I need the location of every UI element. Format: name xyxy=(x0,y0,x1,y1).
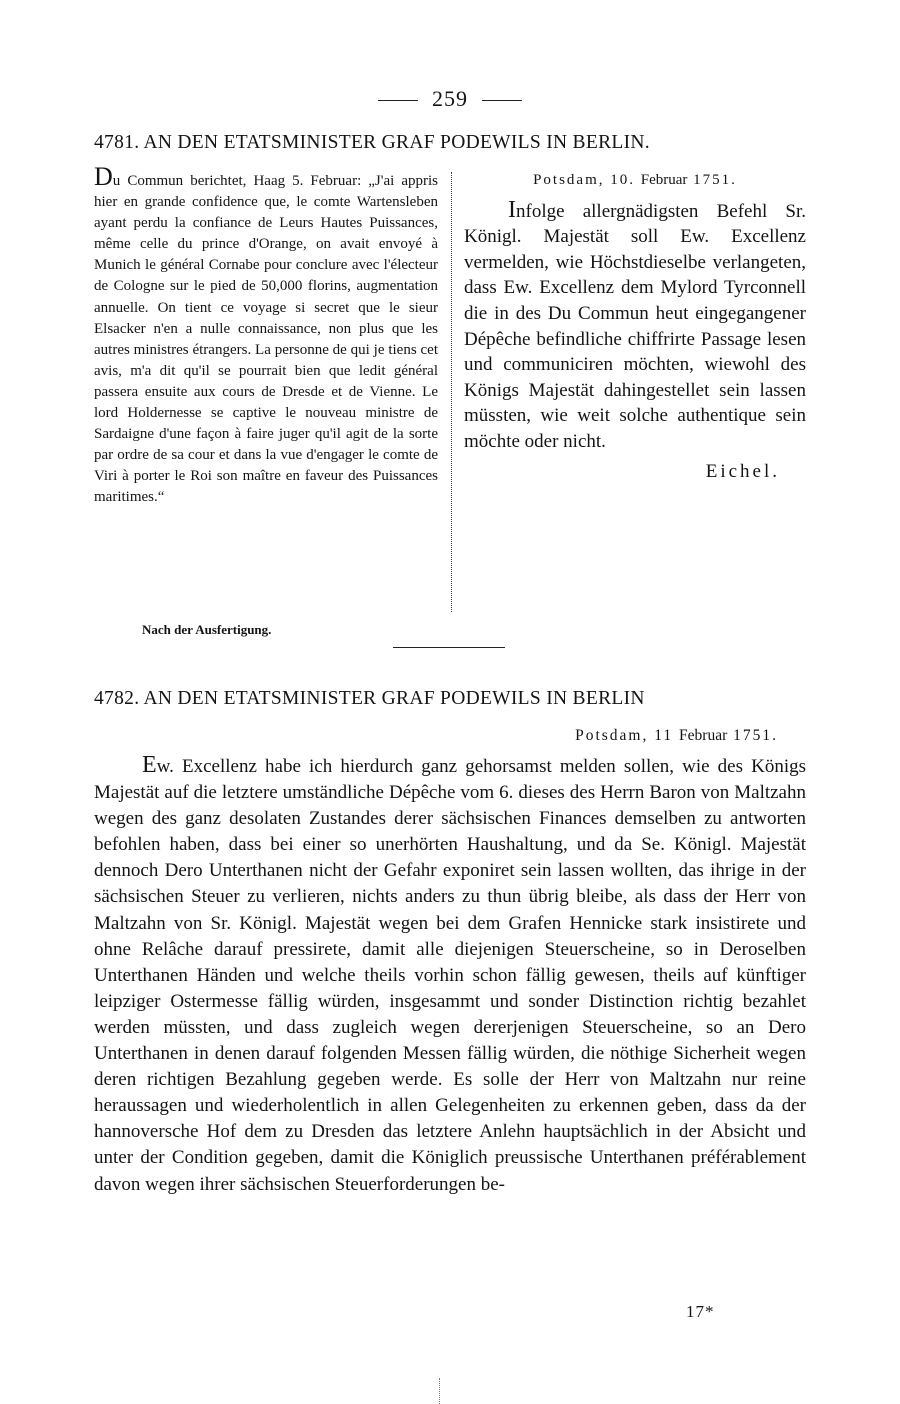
source-note: Nach der Ausfertigung. xyxy=(142,622,272,637)
dash-right xyxy=(482,100,522,101)
dateline-place: Potsdam, 10. xyxy=(533,172,636,188)
page-number xyxy=(0,86,900,112)
body-text: w. Excellenz habe ich hierdurch ganz gehorsamst melden sollen, wie des Königs Majestät auf die letztere umständliche Dépêche vom 6. dieses des Herrn Baron von Maltzahn wegen des ganz desolaten Zustandes derer sächsischen Finances demselben zu antworten befohlen haben, dass bei einer so unerhörten Haushaltung, und da Se. Königl. Majestät dennoch Dero Unterthanen nicht der Gefahr exponiret sein lassen wollten, das ihrige in der sächsischen Steuer zu verlieren, nichts anders zu thun übrig bleibe, als dass der Herr von Maltzahn von Sr. Königl. Majestät wegen bei dem Grafen Hennicke stark insistirete und ohne Relâche darauf pressirete, damit alle diejenigen Steuerscheine, so in Deroselben Unterthanen Händen und welche theils vorhin schon fällig gewesen, theils auf künftiger leipziger Ostermesse fällig würden, insgesammt und sonder Distinction richtig bezahlet werden müssten, und dass zugleich wegen dererjenigen Steuerscheine, so an Dero Unterthanen in denen darauf folgenden Messen fällig würden, die nöthige Sicherheit wegen deren richtigen Bezahlung gegeben werde. Es solle der Herr von Maltzahn nur reine heraussagen und wiederholentlich in allen Gelegenheiten zu erkennen geben, dass da der hannoversche Hof dem zu Dresden das letztere Anlehn hauptsächlich in der Absicht und unter der Condition gegeben, damit die Königlich preussische Unterthanen préférablement davon wegen ihrer sächsischen Steuerforderungen be- xyxy=(94,756,806,1195)
gutter-mark xyxy=(439,1378,440,1404)
dropcap: E xyxy=(142,752,157,778)
right-column-text: nfolge allergnädigsten Befehl Sr. Königl. Majestät soll Ew. Excellenz vermelden, wie Höchstdieselbe verlangeten, dass Ew. Excellenz dem Mylord Tyrconnell die in des Du Commun heut eingegangener Dépêche befindliche chiffrirte Passage lesen und communiciren möchten, wiewohl des Königs Majestät dahingestellet sein lassen müssten, wie weit solche authentique sein möchte oder nicht. xyxy=(464,200,806,452)
left-column xyxy=(94,162,438,509)
right-column xyxy=(464,168,806,484)
right-column-paragraph xyxy=(464,198,806,455)
dateline-month: Februar xyxy=(679,727,728,744)
dateline-year: 1751. xyxy=(733,727,778,744)
left-column-text: u Commun berichtet, Haag 5. Februar: „J'ai appris hier en grande confidence que, le comte Wartensleben ayant perdu la confiance de Leurs Hautes Puissances, même celle du prince d'Orange, on avait envoyé à Munich le général Cornabe pour conclure avec l'électeur de Cologne sur le pied de 50,000 florins, augmentation annuelle. On tient ce voyage si secret que le sieur Elsacker n'en a nulle connaissance, non plus que les autres ministres étrangers. La personne de qui je tiens cet avis, m'a dit qu'il se pourrait bien que ledit général passera ensuite aux cours de Dresde et de Vienne. Le lord Holdernesse se captive le nouveau ministre de Sardaigne d'une façon à faire juger qu'il agit de la sorte par ordre de sa cour et dans la vue d'engager le comte de Viri à porter le Roi son maître en faveur des Puissances maritimes.“ xyxy=(94,173,438,506)
dash-left xyxy=(378,100,418,101)
page-number-text: 259 xyxy=(432,86,468,111)
dateline-place: Potsdam, 11 xyxy=(575,727,674,744)
dateline-year: 1751. xyxy=(693,172,737,188)
dateline xyxy=(575,727,778,745)
dateline-month: Februar xyxy=(640,172,688,188)
letter-heading-4781: 4781. AN DEN ETATSMINISTER GRAF PODEWILS IN BERLIN. xyxy=(94,132,650,153)
column-separator xyxy=(451,172,452,612)
dateline xyxy=(464,168,806,194)
letter-body-4782 xyxy=(94,752,806,1198)
dropcap: I xyxy=(508,196,516,223)
body-paragraph xyxy=(94,752,806,1198)
section-divider xyxy=(393,647,505,648)
dropcap: D xyxy=(94,162,113,191)
signature-mark: 17* xyxy=(686,1302,715,1321)
letter-heading-4782: 4782. AN DEN ETATSMINISTER GRAF PODEWILS IN BERLIN xyxy=(94,688,645,709)
signature: Eichel. xyxy=(705,460,780,482)
